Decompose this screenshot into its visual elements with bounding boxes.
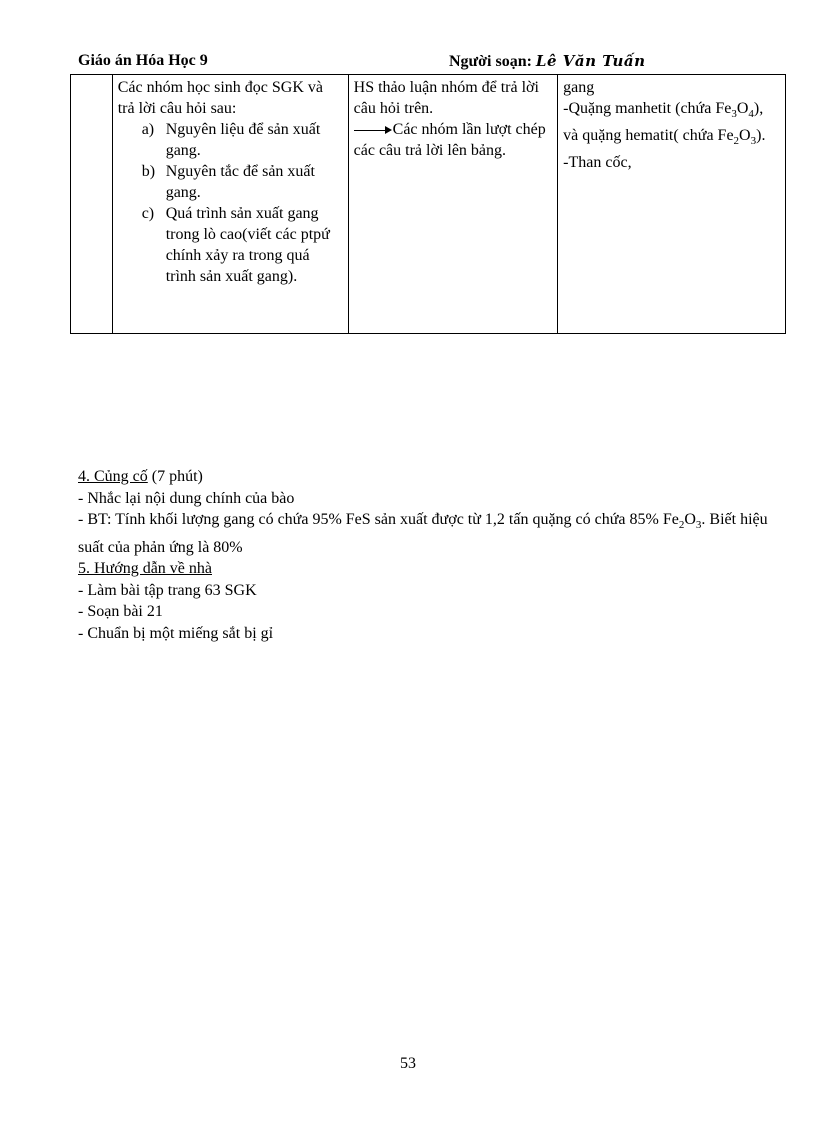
list-marker: a) bbox=[141, 121, 155, 138]
list-item bbox=[118, 203, 344, 287]
activity-intro: Các nhóm học sinh đọc SGK và trả lời câu hỏi sau: bbox=[117, 79, 323, 117]
lesson-table bbox=[70, 74, 786, 334]
subscript: 4 bbox=[748, 108, 754, 121]
page-number: 53 bbox=[400, 1055, 416, 1072]
author-block bbox=[449, 52, 646, 71]
section4-heading-line bbox=[78, 466, 790, 488]
subscript: 3 bbox=[750, 135, 757, 148]
exercise-text: O bbox=[684, 511, 696, 528]
list-marker: c) bbox=[141, 205, 155, 222]
list-item-text: Nguyên liệu để sản xuất gang. bbox=[165, 121, 321, 159]
content-text: O bbox=[736, 100, 749, 117]
author-label: Người soạn: bbox=[449, 53, 532, 70]
section4-heading: 4. Củng cố bbox=[78, 468, 148, 485]
list-item-text: Quá trình sản xuất gang trong lò cao(viết các ptpứ chính xảy ra trong quá trình sản xuất gang). bbox=[165, 205, 330, 285]
author-signature: Lê Văn Tuấn bbox=[535, 52, 646, 70]
subscript: 3 bbox=[695, 519, 702, 532]
table-cell-student-activity bbox=[348, 75, 558, 334]
list-item-text: Nguyên tắc để sản xuất gang. bbox=[165, 163, 315, 201]
subscript: 2 bbox=[733, 135, 740, 148]
section4-duration: (7 phút) bbox=[147, 468, 203, 485]
subscript: 2 bbox=[678, 519, 685, 532]
content-line bbox=[563, 98, 781, 152]
subject-title: Giáo án Hóa Học 9 bbox=[78, 52, 208, 69]
page-header bbox=[78, 52, 784, 74]
content-text: ), và quặng hematit( chứa Fe bbox=[563, 100, 764, 145]
homework-item: - Chuẩn bị một miếng sắt bị gỉ bbox=[78, 624, 274, 642]
section5-heading-text: 5. Hướng dẫn về nhà bbox=[78, 560, 212, 578]
table-cell-time bbox=[71, 75, 113, 334]
section5-heading bbox=[78, 558, 790, 580]
homework-item: - Làm bài tập trang 63 SGK bbox=[78, 581, 257, 599]
lesson-body bbox=[78, 466, 790, 644]
exercise-text: - BT: Tính khối lượng gang có chứa 95% FeS sản xuất được từ 1,2 tấn quặng có chứa 85% Fe bbox=[78, 511, 679, 528]
question-list bbox=[118, 119, 344, 287]
exercise-text: . Biết hiệu suất của phản ứng là 80% bbox=[78, 511, 768, 556]
exercise-line bbox=[78, 509, 790, 558]
content-text: -Quặng manhetit (chứa Fe bbox=[563, 100, 732, 117]
list-item bbox=[118, 119, 344, 161]
table-cell-content bbox=[558, 75, 786, 334]
table-cell-teacher-activity bbox=[112, 75, 348, 334]
arrow-right-icon bbox=[354, 125, 392, 135]
student-activity-line bbox=[354, 119, 554, 161]
content-line: -Than cốc, bbox=[563, 154, 632, 172]
student-activity-text: Các nhóm lần lượt chép các câu trả lời lên bảng. bbox=[353, 121, 546, 159]
list-marker: b) bbox=[141, 163, 156, 180]
content-text: O bbox=[739, 127, 751, 145]
content-line: gang bbox=[563, 79, 595, 96]
section4-line: - Nhắc lại nội dung chính của bào bbox=[78, 489, 295, 507]
homework-item: - Soạn bài 21 bbox=[78, 603, 163, 621]
content-text: ). bbox=[756, 127, 766, 145]
subscript: 3 bbox=[731, 108, 737, 121]
list-item bbox=[118, 161, 344, 203]
student-activity-line: HS thảo luận nhóm để trả lời câu hỏi trên. bbox=[353, 79, 539, 117]
table-row bbox=[71, 75, 786, 334]
